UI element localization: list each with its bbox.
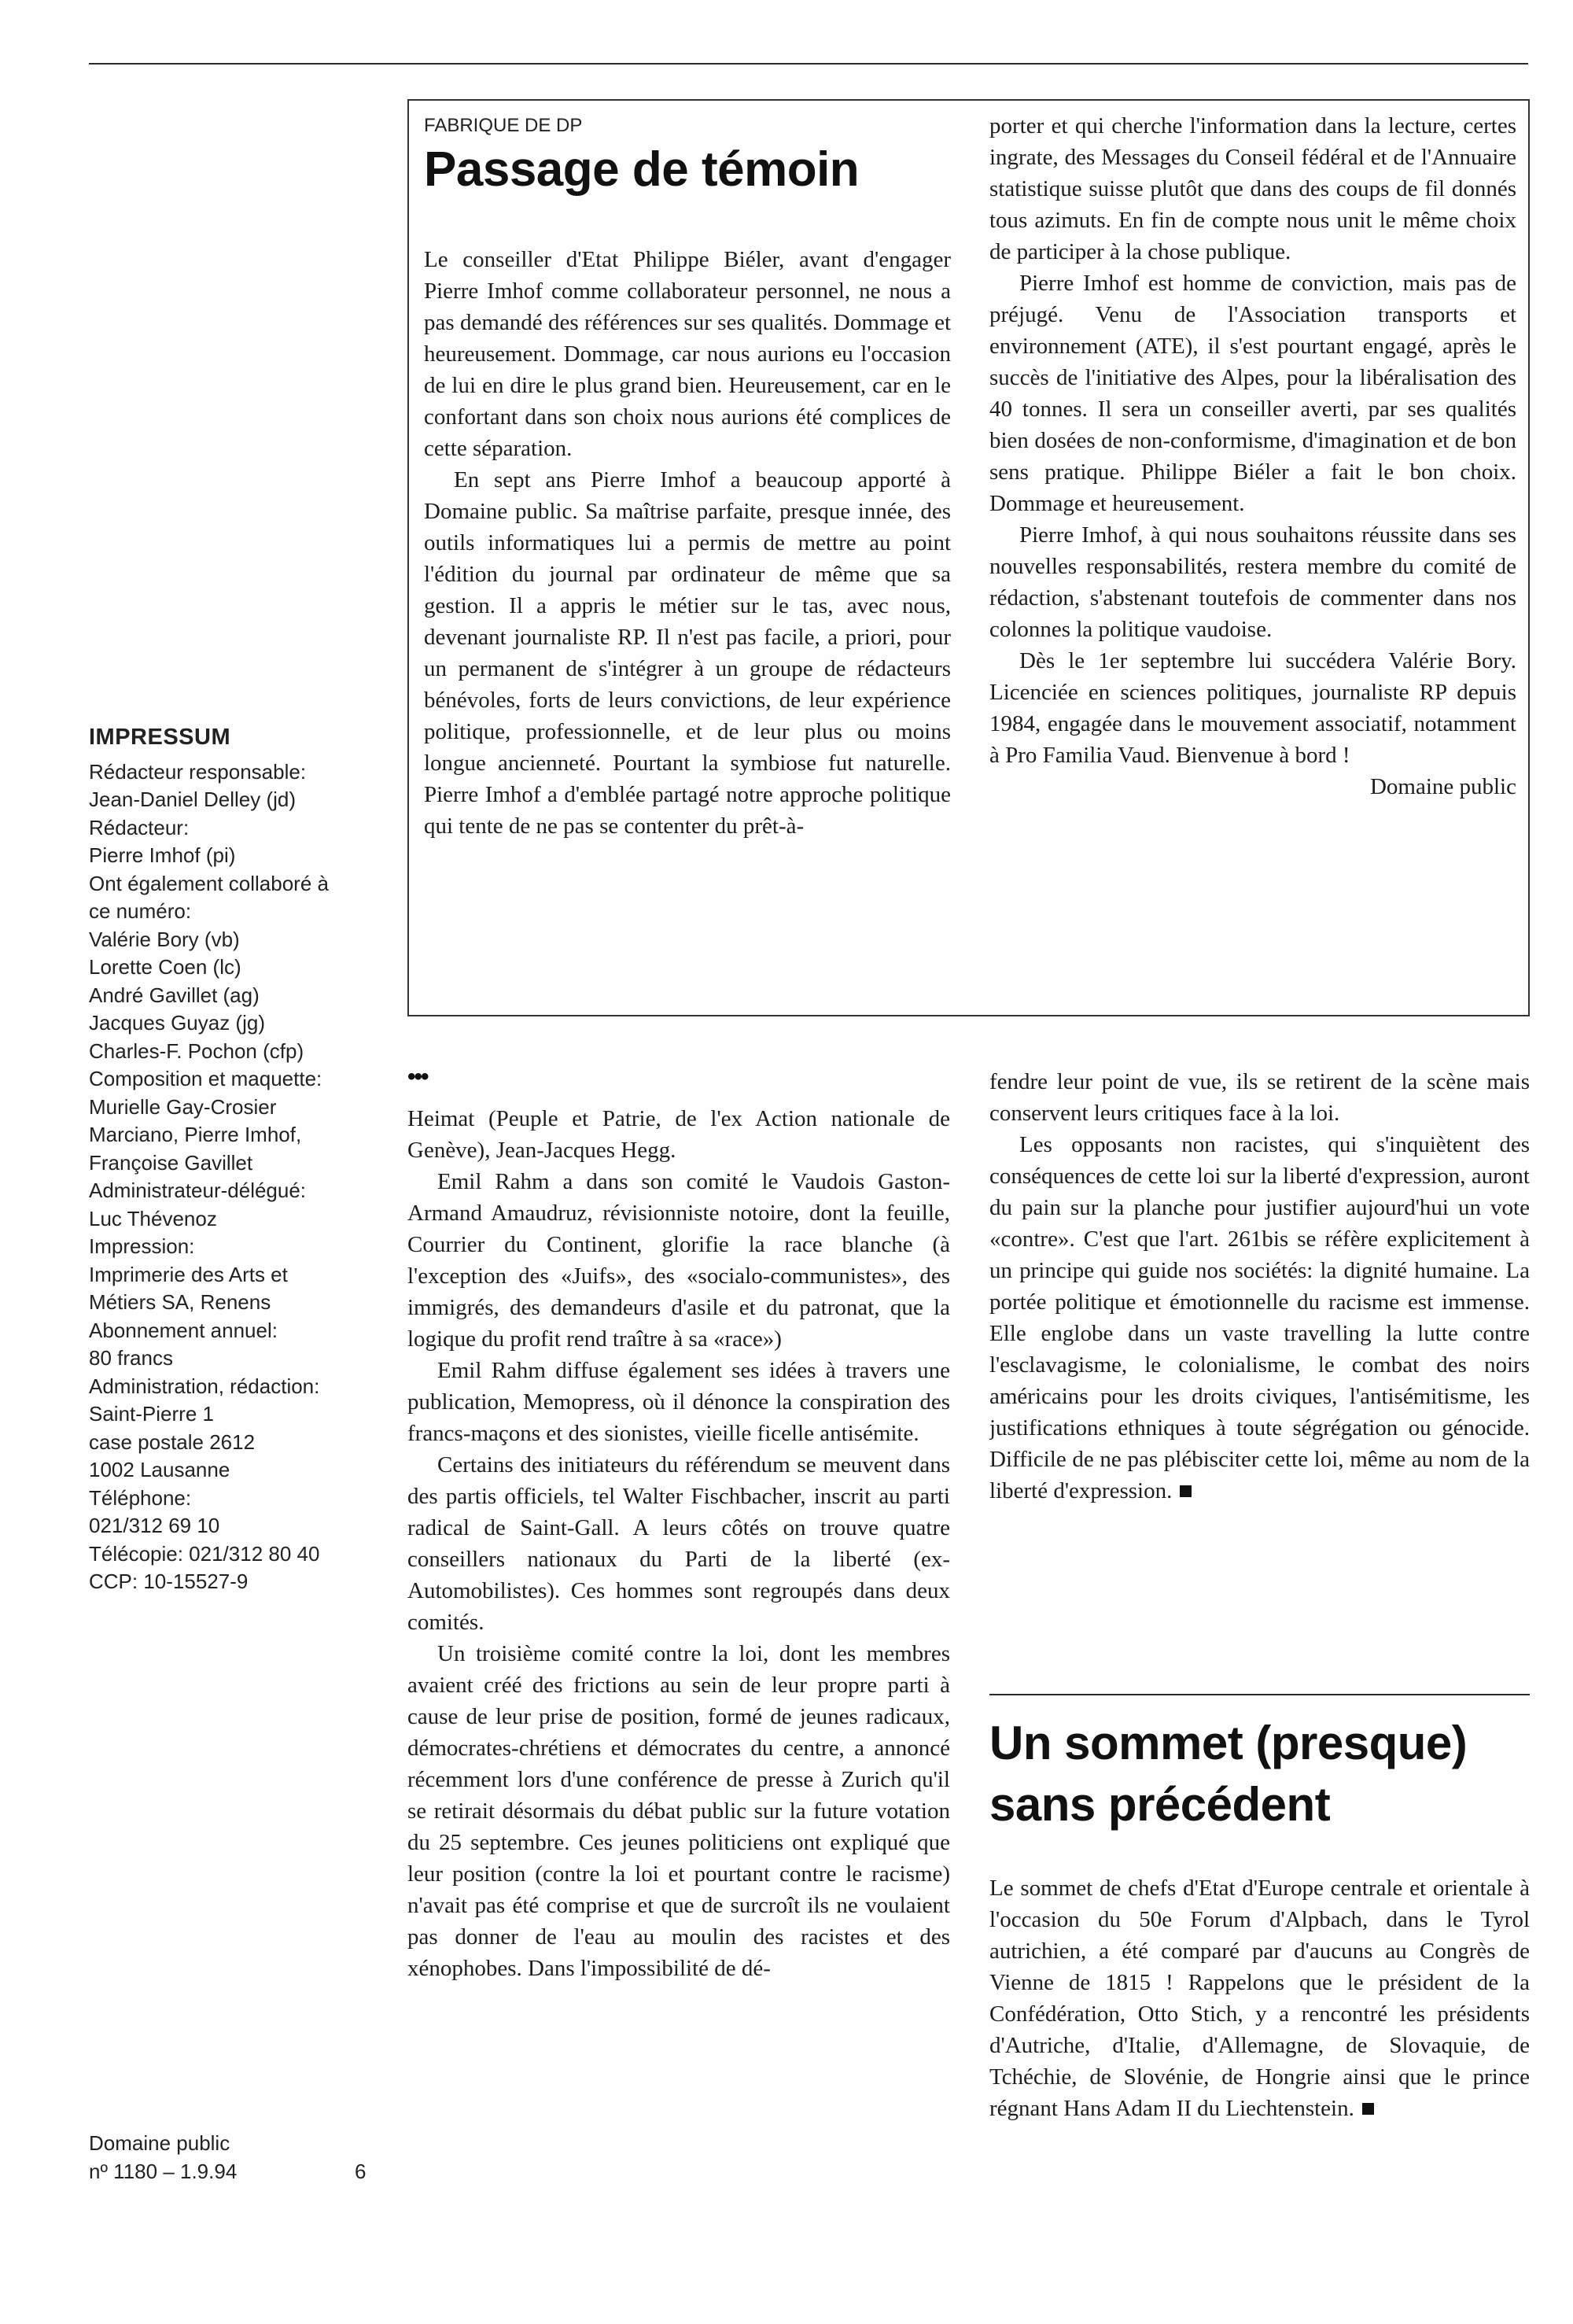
paragraph-text: Les opposants non racistes, qui s'inquiètent des conséquences de cette loi sur la liberté d'expression, auront du pain sur la planche pour justifier aujourd'hui un vote «contre». C'est que l'art. 261bis se réfère explicitement à un principe qui guide nos sociétés: la dignité humaine. La portée politique et émotionnelle du racisme est immense. Elle englobe dans un vaste travelling la lutte contre l'esclavagisme, le colonialisme, le combat des noirs américains pour les droits civiques, l'antisémitisme, les justifications ethniques à toute ségrégation ou génocide. Difficile de ne pas plébisciter cette loi, même au nom de la liberté d'expression. <box>989 1132 1530 1503</box>
paragraph: fendre leur point de vue, ils se retirent de la scène mais conservent leurs critiques face à la loi. <box>989 1069 1530 1126</box>
impressum-line: Charles-F. Pochon (cfp) <box>89 1038 304 1063</box>
article-title: Passage de témoin <box>424 142 860 197</box>
impressum-line: Jacques Guyaz (jg) <box>89 1011 265 1035</box>
paragraph: Pierre Imhof est homme de conviction, mais pas de préjugé. Venu de l'Association transports et environnement (ATE), il s'est pourtant engagé, après le succès de l'initiative des Alpes, pour la libéralisation des 40 tonnes. Il sera un conseiller averti, par ses qualités bien dosées de non-conformisme, d'imagination et de bon sens pratique. Philippe Biéler a fait le bon choix. Dommage et heureusement. <box>989 271 1516 516</box>
impressum-lines <box>89 758 380 1596</box>
paragraph: Emil Rahm a dans son comité le Vaudois Gaston-Armand Amaudruz, révisionniste notoire, dont la feuille, Courrier du Continent, glorifie la race blanche (à l'exception des «Juifs», des «socialo-communistes», des immigrés, des demandeurs d'asile et du patronat, que la logique du profit rend traître à sa «race») <box>407 1169 950 1352</box>
impressum-line: Pierre Imhof (pi) <box>89 843 236 867</box>
impressum-line: Murielle Gay-Crosier <box>89 1094 277 1119</box>
paragraph <box>989 1129 1530 1507</box>
impressum-line: André Gavillet (ag) <box>89 983 260 1007</box>
impressum-line: Impression: <box>89 1234 195 1258</box>
impressum-line: Françoise Gavillet <box>89 1150 253 1175</box>
page-footer <box>89 2129 380 2186</box>
impressum-line: Lorette Coen (lc) <box>89 955 241 979</box>
impressum-line: CCP: 10-15527-9 <box>89 1570 249 1593</box>
paragraph-text: Le sommet de chefs d'Etat d'Europe centrale et orientale à l'occasion du 50e Forum d'Alpbach, dans le Tyrol autrichien, a été comparé par d'aucuns au Congrès de Vienne de 1815 ! Rappelons que le président de la Confédération, Otto Stich, y a rencontré les présidents d'Autriche, d'Italie, d'Allemagne, de Slovaquie, de Tchéchie, de Slovénie, de Hongrie ainsi que le prince régnant Hans Adam II du Liechtenstein. <box>989 1876 1530 2121</box>
impressum-line: Téléphone: <box>89 1485 192 1510</box>
end-mark-icon <box>1180 1485 1192 1497</box>
impressum-title: IMPRESSUM <box>89 725 231 750</box>
paragraph: Un troisième comité contre la loi, dont les membres avaient créé des frictions au sein de leur propre parti à cause de leur prise de position, formé de jeunes radicaux, démocrates-chrétiens et démocrates du centre, a annoncé récemment lors d'une conférence de presse à Zurich qu'il se retirait désormais du débat public sur la future votation du 25 septembre. Ces jeunes politiciens ont expliqué que leur position (contre la loi et pourtant contre le racisme) n'avait pas été comprise et que de surcroît ils ne voulaient pas donner de l'eau au moulin des racistes et des xénophobes. Dans l'impossibilité de dé- <box>407 1641 950 1981</box>
impressum-line: 1002 Lausanne <box>89 1458 230 1481</box>
article2-rule <box>989 1694 1530 1695</box>
impressum-line: Imprimerie des Arts et <box>89 1262 288 1286</box>
impressum-line: Valérie Bory (vb) <box>89 927 240 951</box>
article-signature: Domaine public <box>1369 774 1516 799</box>
end-mark-icon <box>1362 2103 1374 2115</box>
paragraph: Heimat (Peuple et Patrie, de l'ex Action nationale de Genève), Jean-Jacques Hegg. <box>407 1106 950 1163</box>
impressum-line: Administration, rédaction: <box>89 1374 320 1398</box>
impressum-line: Administrateur-délégué: <box>89 1179 307 1202</box>
impressum-line: Luc Thévenoz <box>89 1206 217 1230</box>
article1-column-2 <box>989 110 1516 996</box>
paragraph: Dès le 1er septembre lui succédera Valérie Bory. Licenciée en sciences politiques, journaliste RP depuis 1984, engagée dans le mouvement associatif, notamment à Pro Familia Vaud. Bienvenue à bord ! <box>989 648 1516 768</box>
impressum-line: Ont également collaboré à <box>89 871 329 895</box>
paragraph: Emil Rahm diffuse également ses idées à travers une publication, Memopress, où il dénonce la conspiration des francs-maçons et des sionistes, vieille ficelle antisémite. <box>407 1358 950 1446</box>
impressum-line: Télécopie: 021/312 80 40 <box>89 1541 320 1566</box>
impressum <box>89 724 380 1596</box>
page-number: 6 <box>355 2160 367 2183</box>
article2-title: Un sommet (presque) sans précédent <box>989 1717 1468 1831</box>
impressum-line: Composition et maquette: <box>89 1067 322 1090</box>
impressum-line: ce numéro: <box>89 899 192 923</box>
paragraph: Certains des initiateurs du référendum se meuvent dans des partis officiels, tel Walter Fischbacher, inscrit au parti radical de Saint-Gall. A leurs côtés on trouve quatre conseillers nationaux du Parti de la liberté (ex-Automobilistes). Ces hommes sont regroupés dans deux comités. <box>407 1452 950 1635</box>
impressum-line: Jean-Daniel Delley (jd) <box>89 788 296 811</box>
continued-column-2 <box>989 1066 1530 1629</box>
continuation-marker: ••• <box>407 1064 428 1090</box>
article-kicker: FABRIQUE DE DP <box>424 115 583 136</box>
impressum-line: Métiers SA, Renens <box>89 1290 271 1314</box>
impressum-line: 021/312 69 10 <box>89 1514 220 1537</box>
article1-column-1 <box>424 244 951 996</box>
top-rule <box>89 63 1528 65</box>
continued-column-1 <box>407 1084 950 2189</box>
footer-issue: nº 1180 – 1.9.94 <box>89 2160 238 2183</box>
paragraph: Pierre Imhof, à qui nous souhaitons réussite dans ses nouvelles responsabilités, restera membre du comité de rédaction, s'abstenant toutefois de commenter dans nos colonnes la politique vaudoise. <box>989 522 1516 642</box>
footer-publication: Domaine public <box>89 2131 230 2155</box>
paragraph: Le conseiller d'Etat Philippe Biéler, avant d'engager Pierre Imhof comme collaborateur personnel, ne nous a pas demandé des références sur ses qualités. Dommage et heureusement. Dommage, car nous aurions eu l'occasion de lui en dire le plus grand bien. Heureusement, car en le confortant dans son choix nous aurions été complices de cette séparation. <box>424 247 951 461</box>
paragraph: En sept ans Pierre Imhof a beaucoup apporté à Domaine public. Sa maîtrise parfaite, presque innée, des outils informatiques lui a permis de mettre au point l'édition du journal par ordinateur de même que sa gestion. Il a appris le métier sur le tas, avec nous, devenant journaliste RP. Il n'est pas facile, a priori, pour un permanent de s'intégrer à un groupe de rédacteurs bénévoles, forts de leurs convictions, de leur expérience politique, professionnelle, et de leur plus ou moins longue ancienneté. Pourtant la symbiose fut naturelle. Pierre Imhof a d'emblée partagé notre approche politique qui tente de ne pas se contenter du prêt-à- <box>424 467 951 839</box>
impressum-line: Marciano, Pierre Imhof, <box>89 1123 302 1146</box>
impressum-line: Rédacteur: <box>89 815 190 839</box>
impressum-line: Saint-Pierre 1 <box>89 1402 214 1426</box>
article2-body <box>989 1872 1530 2211</box>
paragraph <box>989 1872 1530 2124</box>
impressum-line: Rédacteur responsable: <box>89 759 307 784</box>
paragraph: porter et qui cherche l'information dans la lecture, certes ingrate, des Messages du Conseil fédéral et de l'Annuaire statistique suisse plutôt que dans des coups de fil donnés tous azimuts. En fin de compte nous unit le même choix de participer à la chose publique. <box>989 113 1516 264</box>
impressum-line: 80 francs <box>89 1346 173 1370</box>
impressum-line: Abonnement annuel: <box>89 1318 278 1342</box>
impressum-line: case postale 2612 <box>89 1429 256 1454</box>
